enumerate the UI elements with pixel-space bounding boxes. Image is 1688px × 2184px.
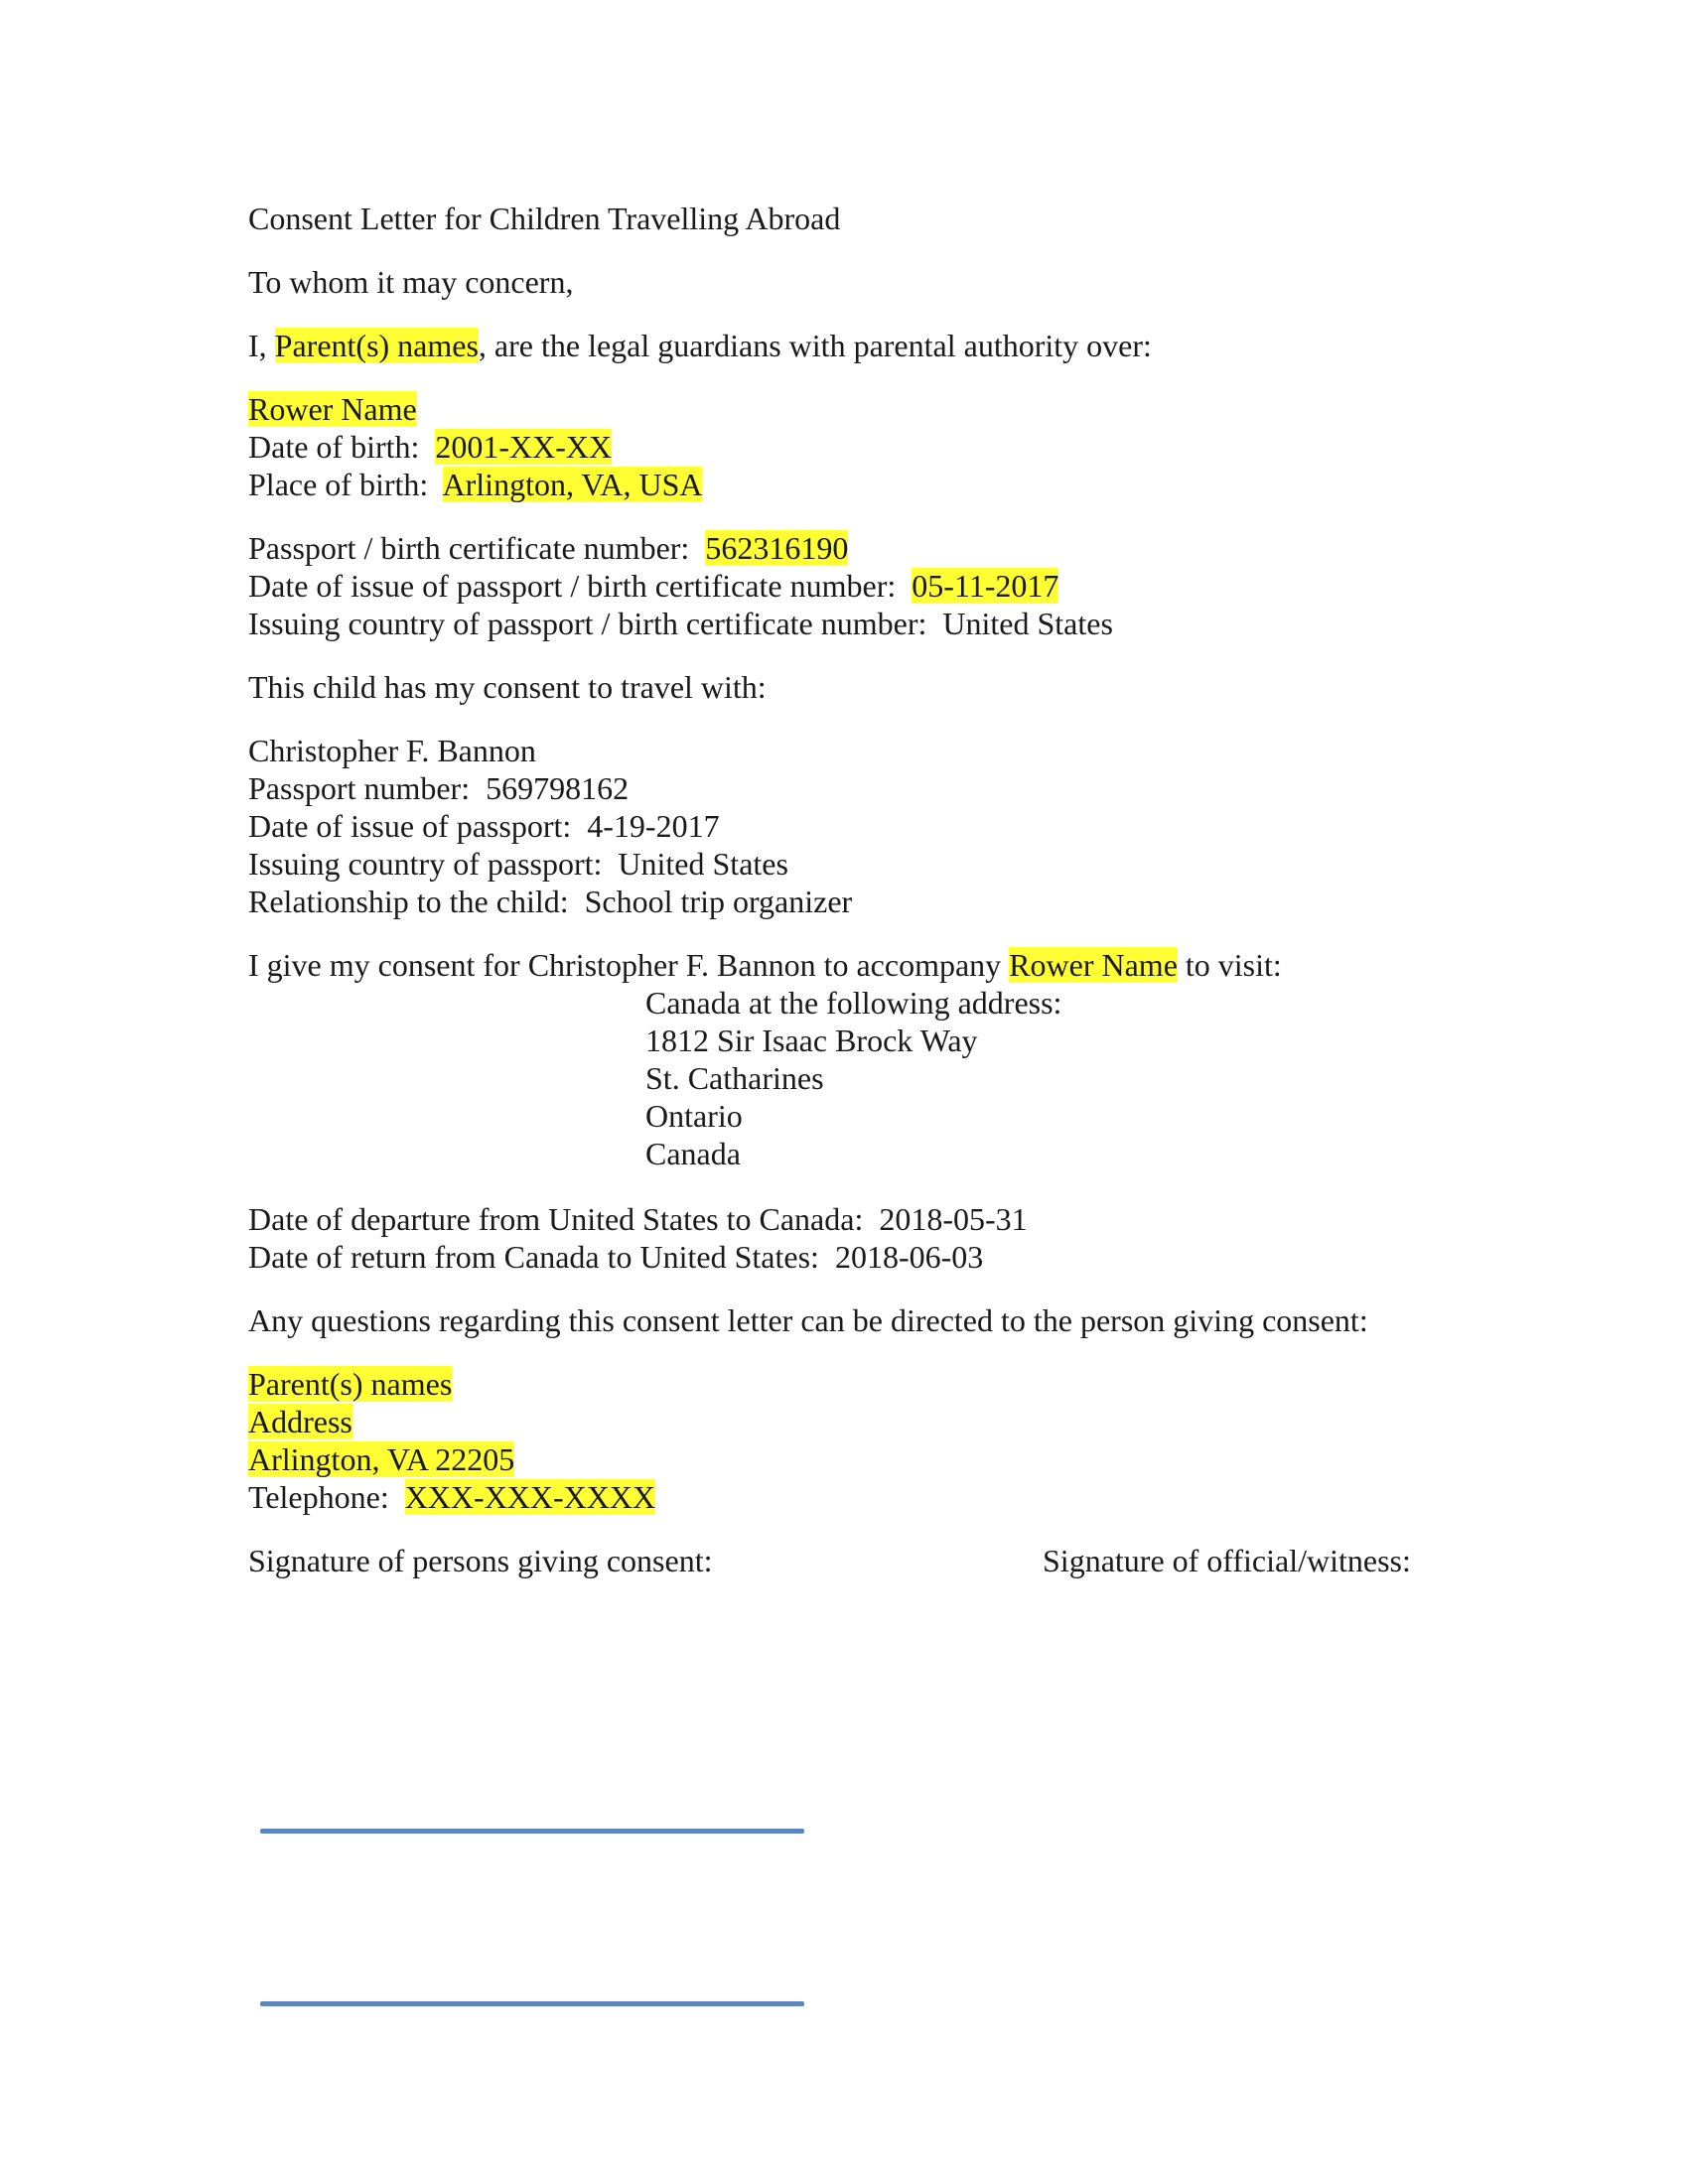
child-document-issue-label: Date of issue of passport / birth certificate number: [248,568,897,604]
visit-address-line: Canada at the following address: [645,985,1062,1021]
questions-paragraph: Any questions regarding this consent letter can be directed to the person giving consent: [248,1302,1368,1338]
departure-value: 2018-05-31 [879,1201,1028,1237]
child-document-number [248,529,848,567]
return-label: Date of return from Canada to United States: [248,1239,819,1275]
intro-prefix: I, [248,328,275,363]
companion-issue-date [248,807,720,845]
child-dob-value: 2001-XX-XX [435,429,613,465]
return-date [248,1238,983,1276]
departure-date [248,1200,1028,1238]
companion-issue-label: Date of issue of passport: [248,808,572,844]
child-document-number-label: Passport / birth certificate number: [248,530,690,566]
companion-passport [248,769,629,807]
companion-relationship [248,883,852,920]
contact-name [248,1365,452,1403]
companion-country-label: Issuing country of passport: [248,846,603,882]
visit-child-placeholder: Rower Name [1009,947,1178,983]
companion-name: Christopher F. Bannon [248,733,536,768]
salutation: To whom it may concern, [248,264,574,300]
companion-relationship-label: Relationship to the child: [248,884,569,919]
visit-prefix: I give my consent for Christopher F. Bannon to accompany [248,947,1010,983]
witness-signature-line [260,2001,804,2006]
contact-phone-placeholder: XXX-XXX-XXXX [404,1479,656,1515]
contact-phone [248,1478,655,1516]
child-document-country-label: Issuing country of passport / birth certificate number: [248,606,927,641]
child-document-country [248,605,1113,642]
child-document-issue-value: 05-11-2017 [912,568,1059,604]
visit-address-line: 1812 Sir Isaac Brock Way [645,1023,978,1058]
visit-address-line: St. Catharines [645,1060,824,1096]
consent-signature-line [260,1829,804,1834]
witness-signature-label: Signature of official/witness: [1043,1543,1411,1578]
contact-name-placeholder: Parent(s) names [248,1366,453,1402]
companion-issue-value: 4-19-2017 [587,808,720,844]
companion-relationship-value: School trip organizer [584,884,853,919]
contact-address [248,1403,352,1440]
contact-phone-label: Telephone: [248,1479,389,1515]
child-dob-label: Date of birth: [248,429,420,465]
companion-country [248,845,788,883]
consent-intro: This child has my consent to travel with: [248,669,767,705]
visit-consent [248,946,1282,984]
companion-passport-label: Passport number: [248,770,471,806]
companion-country-value: United States [618,846,788,882]
child-pob [248,466,702,503]
return-value: 2018-06-03 [834,1239,984,1275]
child-name [248,390,417,428]
child-document-country-value: United States [942,606,1113,641]
document-title: Consent Letter for Children Travelling Abroad [248,201,841,236]
intro-suffix: , are the legal guardians with parental authority over: [478,328,1152,363]
child-document-number-value: 562316190 [705,530,849,566]
contact-city-placeholder: Arlington, VA 22205 [248,1441,515,1477]
contact-city [248,1440,514,1478]
companion-passport-value: 569798162 [486,770,630,806]
child-document-issue-date [248,567,1058,605]
child-pob-label: Place of birth: [248,467,429,502]
consent-signature-label: Signature of persons giving consent: [248,1543,713,1578]
intro-paragraph [248,327,1152,364]
parent-names-placeholder: Parent(s) names [274,328,479,363]
visit-suffix: to visit: [1177,947,1282,983]
departure-label: Date of departure from United States to Canada: [248,1201,864,1237]
contact-address-placeholder: Address [248,1404,352,1439]
visit-address-line: Ontario [645,1098,743,1134]
child-pob-value: Arlington, VA, USA [442,467,703,502]
child-name-placeholder: Rower Name [248,391,417,427]
child-dob [248,428,612,466]
visit-address-line: Canada [645,1136,741,1171]
